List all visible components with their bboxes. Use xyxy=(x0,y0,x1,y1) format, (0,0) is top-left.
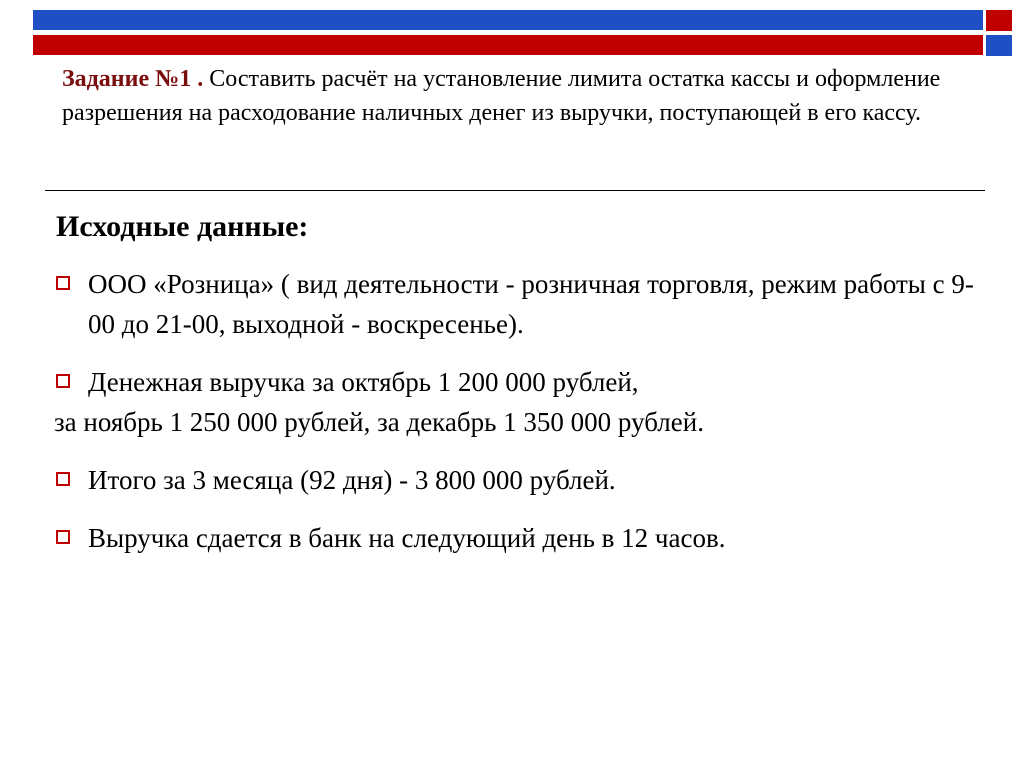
square-bullet-icon xyxy=(56,472,70,486)
initial-data-list xyxy=(56,265,986,577)
banner-red-bar xyxy=(33,35,983,55)
horizontal-divider xyxy=(45,190,985,191)
banner-blue-bar xyxy=(33,10,983,30)
list-item-text: ООО «Розница» ( вид деятельности - розничная торговля, режим работы с 9-00 до 21-00, выходной - воскресенье). xyxy=(88,269,974,339)
task-label: Задание №1 . xyxy=(62,66,204,92)
square-bullet-icon xyxy=(56,276,70,290)
square-bullet-icon xyxy=(56,374,70,388)
banner-red-square xyxy=(986,10,1012,31)
list-item xyxy=(56,265,986,345)
list-item-text-continuation: за ноябрь 1 250 000 рублей, за декабрь 1 350 000 рублей. xyxy=(54,406,704,437)
square-bullet-icon xyxy=(56,530,70,544)
list-item xyxy=(56,363,986,443)
task-description: Составить расчёт на установление лимита остатка кассы и оформление разрешения на расходование наличных денег из выручки, поступающей в его кассу. xyxy=(62,66,941,127)
task-intro-paragraph xyxy=(62,62,972,130)
list-item xyxy=(56,461,986,501)
list-item-text xyxy=(54,363,986,443)
list-item-text: Итого за 3 месяца (92 дня) - 3 800 000 рублей. xyxy=(88,464,616,495)
section-heading: Исходные данные: xyxy=(56,210,309,243)
list-item-text: Выручка сдается в банк на следующий день в 12 часов. xyxy=(88,522,726,553)
banner-blue-square xyxy=(986,35,1012,56)
list-item-text-line1: Денежная выручка за октябрь 1 200 000 рублей, xyxy=(88,366,639,397)
decorative-top-banner xyxy=(0,0,1024,62)
list-item xyxy=(56,519,986,559)
